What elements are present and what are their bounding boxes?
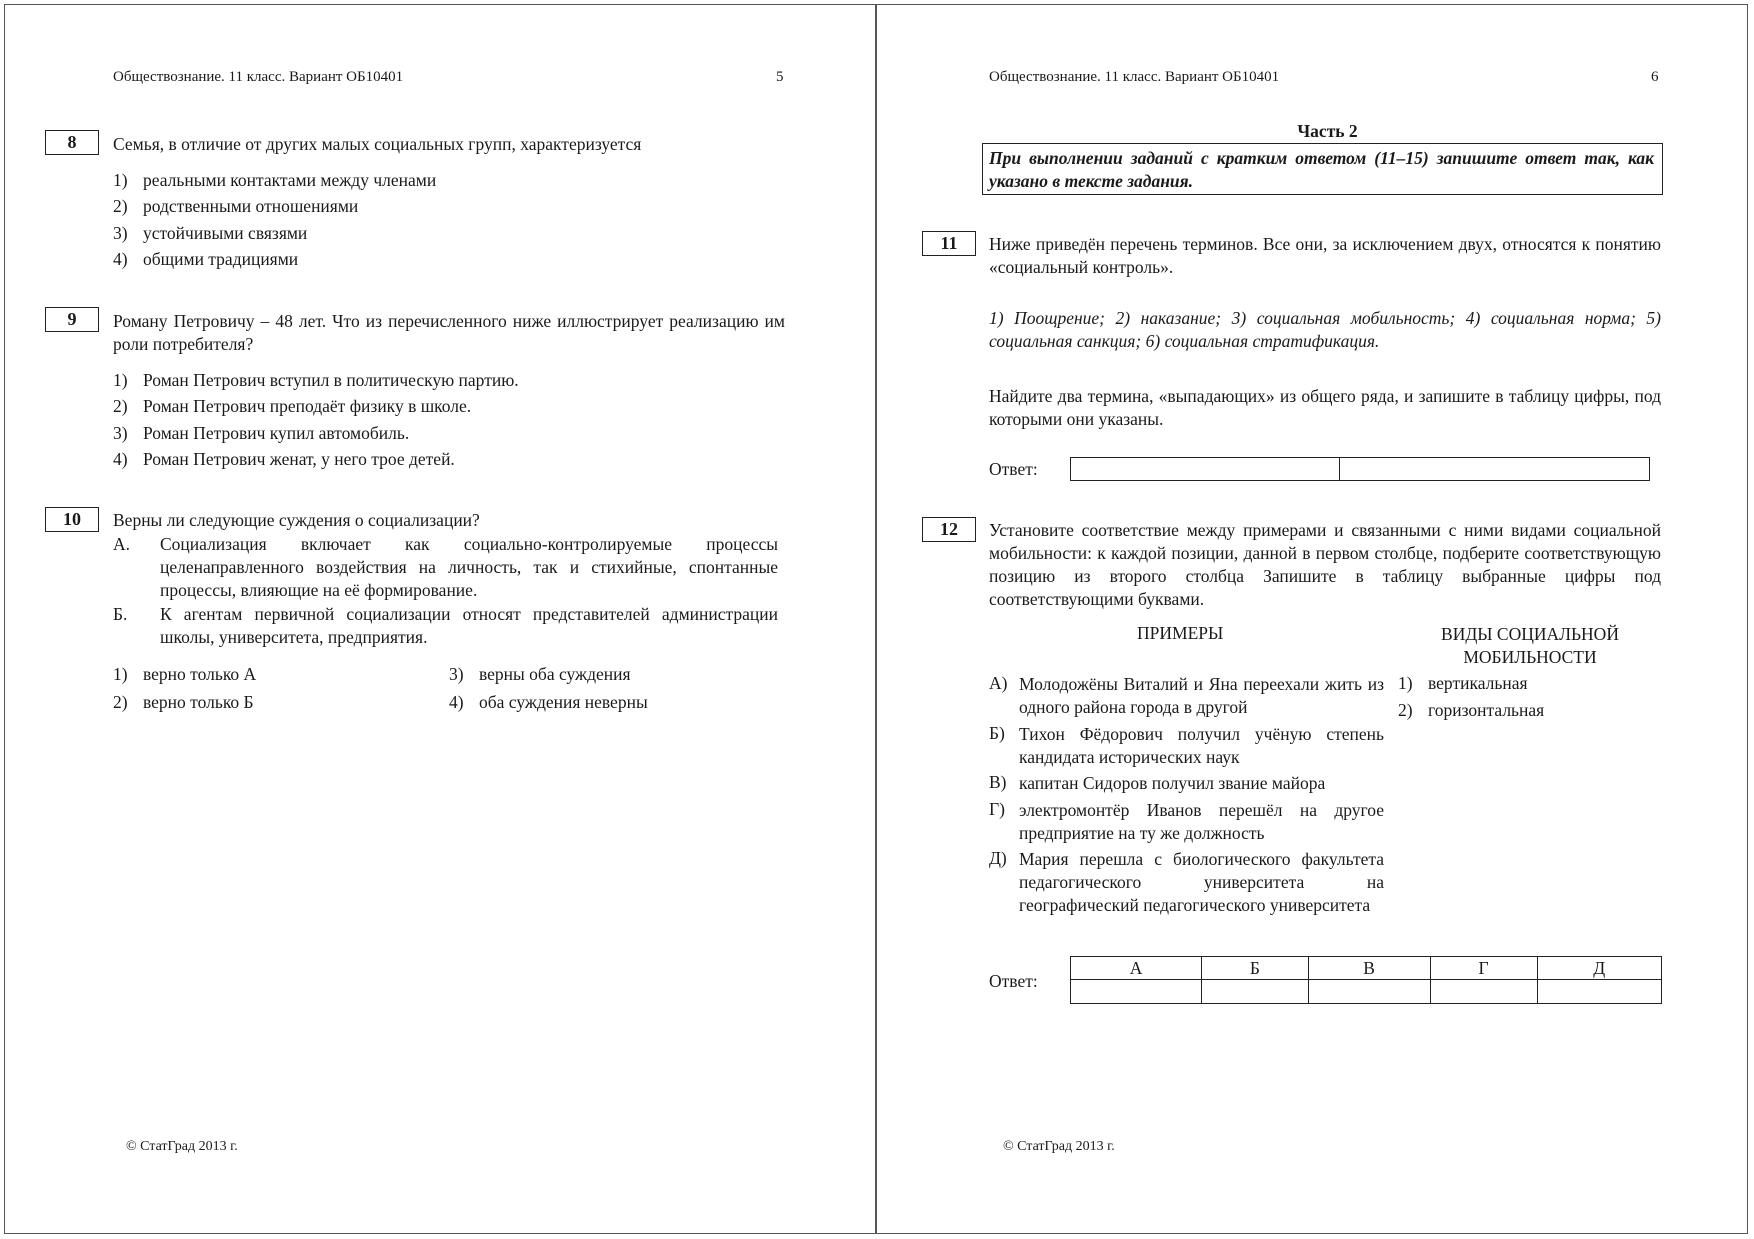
question-10-option-3[interactable]: 3) верны оба суждения — [449, 664, 631, 684]
question-10-option-4[interactable]: 4) оба суждения неверны — [449, 692, 648, 712]
question-8-option-3[interactable]: 3) устойчивыми связями — [113, 223, 308, 243]
question-9-number: 9 — [45, 307, 99, 332]
statement-a-text: Социализация включает как социально-контролируемые процессы целенаправленного воздействия на личность, так и стихийные, спонтанные процессы, влияющие на её формирование. — [160, 534, 778, 600]
question-8-option-2[interactable]: 2) родственными отношениями — [113, 196, 359, 216]
question-11-answer-label: Ответ: — [989, 459, 1038, 479]
question-12-text: Установите соответствие между примерами и связанными с ними видами социальной мобильности: к каждой позиции, данной в первом столбце, подберите соответствующую позицию из второго столбца Запишите в таблицу выбранные цифры под соответствующими буквами. — [989, 520, 1661, 609]
answer-cell-d[interactable] — [1430, 980, 1537, 1004]
answer-header-a: А — [1071, 957, 1202, 980]
question-10-option-2[interactable]: 2) верно только Б — [113, 692, 254, 712]
question-9-option-3[interactable]: 3) Роман Петрович купил автомобиль. — [113, 423, 410, 443]
question-12-answer-table — [1070, 956, 1662, 1004]
examples-column-header: ПРИМЕРЫ — [1137, 623, 1224, 643]
question-8-option-1[interactable]: 1) реальными контактами между членами — [113, 170, 437, 190]
question-9-option-1[interactable]: 1) Роман Петрович вступил в политическую партию. — [113, 370, 519, 390]
statement-b-letter: Б. — [113, 604, 128, 624]
mobility-types-column-header: ВИДЫ СОЦИАЛЬНОЙ МОБИЛЬНОСТИ — [1441, 624, 1619, 667]
answer-header-e: Д — [1537, 957, 1661, 980]
example-a-text: Молодожёны Виталий и Яна переехали жить из одного района города в другой — [1019, 674, 1384, 717]
answer-header-d: Г — [1430, 957, 1537, 980]
question-11-number: 11 — [922, 231, 976, 256]
example-d-text: электромонтёр Иванов перешёл на другое предприятие на ту же должность — [1019, 800, 1384, 843]
question-12-answer-label: Ответ: — [989, 971, 1038, 991]
question-11-answer-table — [1070, 457, 1650, 481]
example-a-letter: А) — [989, 673, 1008, 693]
question-9-option-2[interactable]: 2) Роман Петрович преподаёт физику в школе. — [113, 396, 472, 416]
question-11-answer-cell-1[interactable] — [1071, 458, 1340, 481]
left-page-header: Обществознание. 11 класс. Вариант ОБ10401 — [113, 69, 404, 85]
instruction-box — [982, 143, 1663, 195]
right-page-header: Обществознание. 11 класс. Вариант ОБ10401 — [989, 69, 1280, 85]
question-8-number: 8 — [45, 130, 99, 155]
question-12-number: 12 — [922, 517, 976, 542]
question-9-option-4[interactable]: 4) Роман Петрович женат, у него трое детей. — [113, 449, 455, 469]
answer-cell-e[interactable] — [1537, 980, 1661, 1004]
answer-header-c: В — [1308, 957, 1430, 980]
example-c-letter: В) — [989, 772, 1007, 792]
part-2-title: Часть 2 — [1297, 121, 1358, 141]
mobility-type-2: 2) горизонтальная — [1398, 700, 1545, 720]
question-11-text: Ниже приведён перечень терминов. Все они, за исключением двух, относятся к понятию «социальный контроль». — [989, 234, 1661, 277]
example-c-text: капитан Сидоров получил звание майора — [1019, 773, 1326, 793]
question-11-terms: 1) Поощрение; 2) наказание; 3) социальная мобильность; 4) социальная норма; 5) социальная санкция; 6) социальная стратификация. — [989, 308, 1661, 351]
question-11-answer-cell-2[interactable] — [1340, 458, 1650, 481]
question-10-option-1[interactable]: 1) верно только А — [113, 664, 257, 684]
question-9-text: Роману Петровичу – 48 лет. Что из перечисленного ниже иллюстрирует реализацию им роли потребителя? — [113, 311, 785, 354]
statement-a-letter: А. — [113, 534, 131, 554]
example-e-letter: Д) — [989, 848, 1007, 868]
question-10-text: Верны ли следующие суждения о социализации? — [113, 510, 480, 530]
answer-header-b: Б — [1202, 957, 1308, 980]
example-d-letter: Г) — [989, 799, 1005, 819]
answer-cell-a[interactable] — [1071, 980, 1202, 1004]
left-page-footer: © СтатГрад 2013 г. — [126, 1139, 238, 1154]
statement-b-text: К агентам первичной социализации относят представителей администрации школы, университета, предприятия. — [160, 604, 778, 647]
page-divider — [875, 4, 877, 1234]
question-10-number: 10 — [45, 507, 99, 532]
example-b-letter: Б) — [989, 723, 1005, 743]
question-8-option-4[interactable]: 4) общими традициями — [113, 249, 299, 269]
answer-cell-b[interactable] — [1202, 980, 1308, 1004]
left-page-number: 5 — [776, 69, 784, 85]
example-e-text: Мария перешла с биологического факультета педагогического университета на географический педагогического университета — [1019, 849, 1384, 915]
answer-cell-c[interactable] — [1308, 980, 1430, 1004]
instruction-text: При выполнении заданий с кратким ответом (11–15) запишите ответ так, как указано в тексте задания. — [989, 148, 1654, 191]
mobility-type-1: 1) вертикальная — [1398, 673, 1528, 693]
right-page-number: 6 — [1651, 69, 1659, 85]
question-11-task: Найдите два термина, «выпадающих» из общего ряда, и запишите в таблицу цифры, под которыми они указаны. — [989, 386, 1661, 429]
right-page-footer: © СтатГрад 2013 г. — [1003, 1139, 1115, 1154]
example-b-text: Тихон Фёдорович получил учёную степень кандидата исторических наук — [1019, 724, 1384, 767]
question-8-text: Семья, в отличие от других малых социальных групп, характеризуется — [113, 134, 642, 154]
